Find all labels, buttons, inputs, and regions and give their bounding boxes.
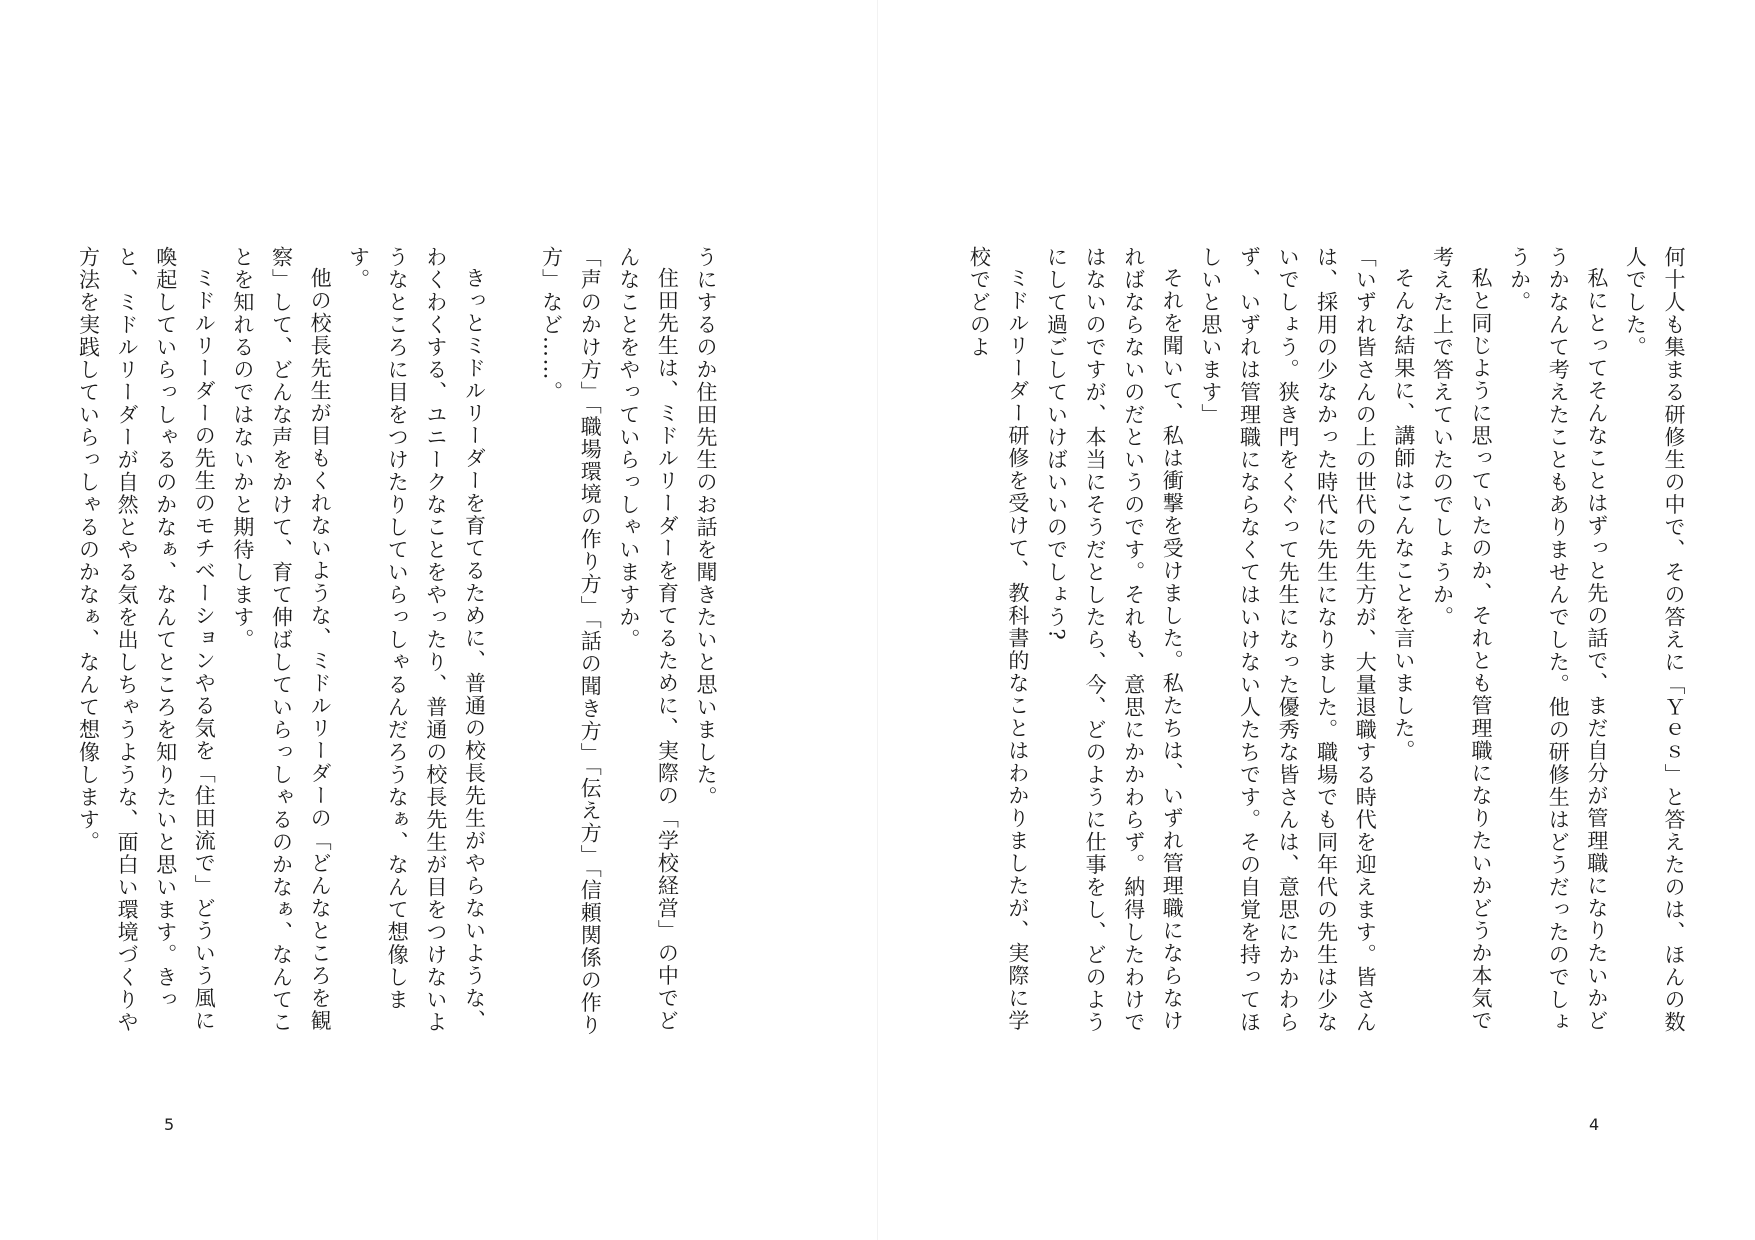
body-text xyxy=(960,246,1693,1046)
paragraph: ミドルリーダーの先生のモチベーションやる気を「住田流で」どういう風に喚起していらっしゃるのかなぁ、なんてところを知りたいと思います。きっと、ミドルリーダーが自然とやる気を出しちゃうような、面白い環境づくりや方法を実践していらっしゃるのかなぁ、なんて想像します。 xyxy=(76,246,217,1034)
page-number: 4 xyxy=(1589,1115,1600,1134)
blank-line xyxy=(493,246,532,1046)
paragraph: 何十人も集まる研修生の中で、その答えに「Ｙｅｓ」と答えたのは、ほんの数人でした。 xyxy=(1623,246,1686,1034)
paragraph: 住田先生は、ミドルリーダーを育てるために、実際の「学校経営」の中でどんなことをやっていらっしゃいますか。 xyxy=(616,246,680,1032)
paragraph: 「声のかけ方」「職場環境の作り方」「話の聞き方」「伝え方」「信頼関係の作り方」など……。 xyxy=(539,246,603,1037)
body-text xyxy=(69,246,725,1046)
paragraph: それを聞いて、私は衝撃を受けました。私たちは、いずれ管理職にならなければならないのだというのです。それも、意思にかかわらず。納得したわけではないのですが、本当にそうだとしたら、今、どのように仕事をし、どのようにして過ごしていけばいいのでしょう? xyxy=(1044,246,1185,1034)
paragraph: 私にとってそんなことはずっと先の話で、まだ自分が管理職になりたいかどうかなんて考えたこともありませんでした。他の研修生はどうだったのでしょうか。 xyxy=(1507,246,1609,1034)
page-right xyxy=(878,0,1755,1240)
page-number: 5 xyxy=(164,1115,175,1134)
paragraph: 「いずれ皆さんの上の世代の先生方が、大量退職する時代を迎えます。皆さんは、採用の少なかった時代に先生になりました。職場でも同年代の先生は少ないでしょう。狭き門をくぐって先生になった優秀な皆さんは、意思にかかわらず、いずれは管理職にならなくてはいけない人たちです。その自覚を持ってほしいと思います」 xyxy=(1198,246,1378,1034)
paragraph: ミドルリーダー研修を受けて、教科書的なことはわかりましたが、実際に学校でどのよ xyxy=(967,246,1030,1032)
paragraph: そんな結果に、講師はこんなことを言いました。 xyxy=(1391,267,1416,762)
paragraph: 他の校長先生が目もくれないような、ミドルリーダーの「どんなところを観察」して、どんな声をかけて、育て伸ばしていらっしゃるのかなぁ、なんてことを知れるのではないかと期待します。 xyxy=(230,246,333,1034)
page-left xyxy=(0,0,877,1240)
paragraph: 私と同じように思っていたのか、それとも管理職になりたいかどうか本気で考えた上で答えていたのでしょうか。 xyxy=(1430,246,1494,1032)
paragraph: きっとミドルリーダーを育てるために、普通の校長先生がやらないような、わくわくする、ユニークなことをやったり、普通の校長先生が目をつけないようなところに目をつけたりしていらっしゃるんだろうなぁ、なんて想像します。 xyxy=(346,246,487,1034)
paragraph: うにするのか住田先生のお話を聞きたいと思いました。 xyxy=(694,246,718,809)
